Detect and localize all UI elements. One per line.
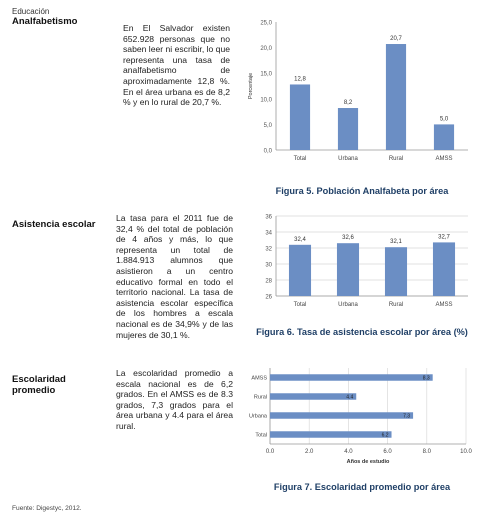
bar bbox=[270, 393, 356, 399]
section-title-escolaridad: Escolaridad promedio bbox=[12, 374, 66, 396]
paragraph-escolaridad: La escolaridad promedio a escala nacional es de 6,2 grados. En el AMSS es de 8.3 grados, 7,3 grados para el área urbana y 4.4 para el área rural. bbox=[116, 368, 233, 431]
data-label: 5,0 bbox=[439, 116, 449, 123]
y-tick-label: 34 bbox=[265, 230, 272, 237]
x-tick-label: 0.0 bbox=[265, 449, 275, 455]
figure-caption-7: Figura 7. Escolaridad promedio por área bbox=[273, 482, 451, 492]
chart-escolaridad bbox=[246, 364, 478, 476]
y-tick-label: 15,0 bbox=[260, 71, 272, 78]
y-tick-label: 30 bbox=[265, 262, 272, 269]
source-footer: Fuente: Digestyc, 2012. bbox=[12, 505, 82, 512]
data-label: 32,4 bbox=[294, 236, 306, 243]
paragraph-analfabetismo: En El Salvador existen 652.928 personas que no saben leer ni escribir, lo que representa una tasa de analfabetismo de aproximadamente 12,8 %. En el área urbana es de 8,2 % y en lo rural de 20,7 %. bbox=[123, 23, 231, 108]
bar bbox=[337, 243, 359, 296]
data-label: 32,7 bbox=[438, 234, 450, 241]
section-label: Educación bbox=[12, 7, 50, 16]
data-label: 4.4 bbox=[346, 394, 354, 401]
y-tick-label: Urbana bbox=[248, 413, 267, 420]
data-label: 6.2 bbox=[381, 432, 389, 439]
y-tick-label: 0,0 bbox=[263, 148, 272, 155]
y-tick-label: 10,0 bbox=[260, 97, 272, 104]
y-tick-label: 25,0 bbox=[260, 20, 272, 27]
figure-caption-6: Figura 6. Tasa de asistencia escolar por área (%) bbox=[256, 327, 468, 337]
data-label: 7.3 bbox=[403, 413, 411, 420]
data-label: 32,1 bbox=[390, 239, 402, 246]
y-axis-label: Porcentaje bbox=[248, 72, 254, 100]
y-tick-label: Rural bbox=[253, 394, 267, 401]
x-tick-label: 10.0 bbox=[460, 449, 472, 455]
chart-analfabetismo bbox=[246, 10, 478, 178]
x-tick-label: 6.0 bbox=[383, 449, 392, 455]
y-tick-label: 32 bbox=[265, 246, 272, 253]
x-tick-label: Urbana bbox=[338, 156, 358, 162]
bar bbox=[385, 247, 407, 296]
bar bbox=[289, 245, 311, 296]
bar bbox=[338, 108, 358, 150]
y-tick-label: Total bbox=[255, 432, 267, 439]
x-tick-label: Total bbox=[293, 156, 307, 162]
section-title-analfabetismo: Analfabetismo bbox=[12, 16, 78, 27]
bar bbox=[433, 242, 455, 296]
x-tick-label: Urbana bbox=[338, 302, 358, 308]
chart-asistencia bbox=[246, 210, 478, 318]
data-label: 32,6 bbox=[342, 235, 354, 242]
bar bbox=[270, 374, 433, 380]
x-tick-label: Total bbox=[293, 302, 307, 308]
bar bbox=[270, 431, 392, 437]
x-tick-label: 4.0 bbox=[344, 449, 353, 455]
y-tick-label: 5,0 bbox=[263, 122, 272, 129]
x-tick-label: 8.0 bbox=[422, 449, 431, 455]
data-label: 20,7 bbox=[390, 36, 402, 43]
x-tick-label: 2.0 bbox=[305, 449, 314, 455]
x-tick-label: Rural bbox=[388, 156, 404, 162]
paragraph-asistencia: La tasa para el 2011 fue de 32,4 % del total de población de 4 años y más, lo que representa un total de 1.884.913 alumnos que asistieron a un centro educativo formal en todo el territorio nacional. La tasa de asistencia escolar específica de los hombres a escala nacional es de 34,9% y de las mujeres de 30,1 %. bbox=[116, 213, 233, 340]
y-tick-label: 28 bbox=[265, 278, 272, 285]
y-tick-label: 26 bbox=[265, 294, 272, 301]
x-axis-label: Años de estudio bbox=[346, 459, 390, 465]
figure-caption-5: Figura 5. Población Analfabeta por área bbox=[275, 186, 449, 196]
y-tick-label: 36 bbox=[265, 214, 272, 221]
y-tick-label: AMSS bbox=[251, 375, 267, 382]
data-label: 12,8 bbox=[294, 76, 306, 83]
data-label: 8.3 bbox=[422, 375, 430, 382]
x-tick-label: AMSS bbox=[435, 156, 453, 162]
y-tick-label: 20,0 bbox=[260, 46, 272, 53]
data-label: 8,2 bbox=[343, 100, 353, 107]
bar bbox=[434, 124, 454, 150]
section-title-asistencia: Asistencia escolar bbox=[12, 219, 96, 230]
bar bbox=[290, 84, 310, 150]
x-tick-label: Rural bbox=[388, 302, 404, 308]
bar bbox=[270, 412, 413, 418]
bar bbox=[386, 44, 406, 150]
x-tick-label: AMSS bbox=[435, 302, 453, 308]
